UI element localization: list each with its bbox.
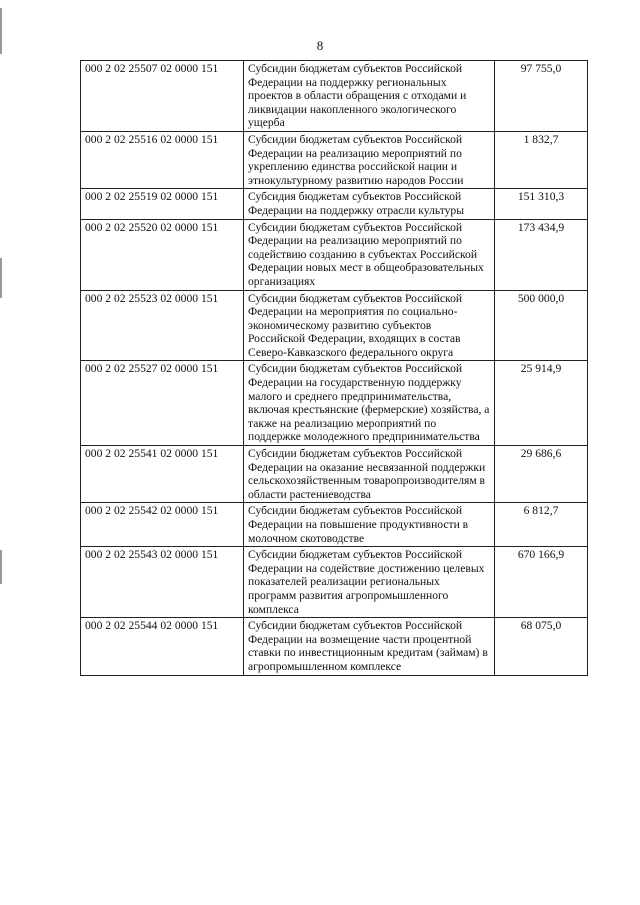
table-row [81, 503, 588, 547]
code-cell: 000 2 02 25541 02 0000 151 [81, 446, 244, 503]
amount-cell: 25 914,9 [495, 361, 588, 446]
code-cell: 000 2 02 25523 02 0000 151 [81, 290, 244, 361]
amount-cell: 1 832,7 [495, 131, 588, 188]
code-cell: 000 2 02 25519 02 0000 151 [81, 189, 244, 219]
table-row [81, 547, 588, 618]
table-row [81, 219, 588, 290]
description-cell: Субсидии бюджетам субъектов Российской Федерации на повышение продуктивности в молочном скотоводстве [244, 503, 495, 547]
code-cell: 000 2 02 25507 02 0000 151 [81, 61, 244, 132]
table-row [81, 290, 588, 361]
amount-cell: 670 166,9 [495, 547, 588, 618]
amount-cell: 173 434,9 [495, 219, 588, 290]
description-cell: Субсидии бюджетам субъектов Российской Федерации на поддержку региональных проектов в области обращения с отходами и ликвидации накопленного экологического ущерба [244, 61, 495, 132]
amount-cell: 151 310,3 [495, 189, 588, 219]
code-cell: 000 2 02 25520 02 0000 151 [81, 219, 244, 290]
amount-cell: 97 755,0 [495, 61, 588, 132]
description-cell: Субсидии бюджетам субъектов Российской Федерации на содействие достижению целевых показателей реализации региональных программ развития агропромышленного комплекса [244, 547, 495, 618]
page-number: 8 [316, 38, 324, 53]
code-cell: 000 2 02 25544 02 0000 151 [81, 618, 244, 675]
scan-edge-mark [0, 550, 2, 584]
code-cell: 000 2 02 25543 02 0000 151 [81, 547, 244, 618]
description-cell: Субсидии бюджетам субъектов Российской Федерации на государственную поддержку малого и среднего предпринимательства, включая крестьянские (фермерские) хозяйства, а также на реализацию мероприятий по поддержке молодежного предпринимательства [244, 361, 495, 446]
description-cell: Субсидия бюджетам субъектов Российской Федерации на поддержку отрасли культуры [244, 189, 495, 219]
amount-cell: 6 812,7 [495, 503, 588, 547]
amount-cell: 500 000,0 [495, 290, 588, 361]
description-cell: Субсидии бюджетам субъектов Российской Федерации на реализацию мероприятий по содействию созданию в субъектах Российской Федерации новых мест в общеобразовательных организациях [244, 219, 495, 290]
amount-cell: 29 686,6 [495, 446, 588, 503]
table-row [81, 361, 588, 446]
budget-table [80, 60, 588, 676]
code-cell: 000 2 02 25527 02 0000 151 [81, 361, 244, 446]
code-cell: 000 2 02 25542 02 0000 151 [81, 503, 244, 547]
description-cell: Субсидии бюджетам субъектов Российской Федерации на мероприятия по социально-экономическому развитию субъектов Российской Федерации, входящих в состав Северо-Кавказского федерального округа [244, 290, 495, 361]
table-row [81, 446, 588, 503]
table-row [81, 189, 588, 219]
description-cell: Субсидии бюджетам субъектов Российской Федерации на оказание несвязанной поддержки сельскохозяйственным товаропроизводителям в области растениеводства [244, 446, 495, 503]
scan-edge-mark [0, 258, 2, 298]
table-body [81, 61, 588, 676]
code-cell: 000 2 02 25516 02 0000 151 [81, 131, 244, 188]
amount-cell: 68 075,0 [495, 618, 588, 675]
description-cell: Субсидии бюджетам субъектов Российской Федерации на реализацию мероприятий по укреплению единства российской нации и этнокультурному развитию народов России [244, 131, 495, 188]
description-cell: Субсидии бюджетам субъектов Российской Федерации на возмещение части процентной ставки по инвестиционным кредитам (займам) в агропромышленном комплексе [244, 618, 495, 675]
table-row [81, 61, 588, 132]
table-row [81, 618, 588, 675]
table-row [81, 131, 588, 188]
